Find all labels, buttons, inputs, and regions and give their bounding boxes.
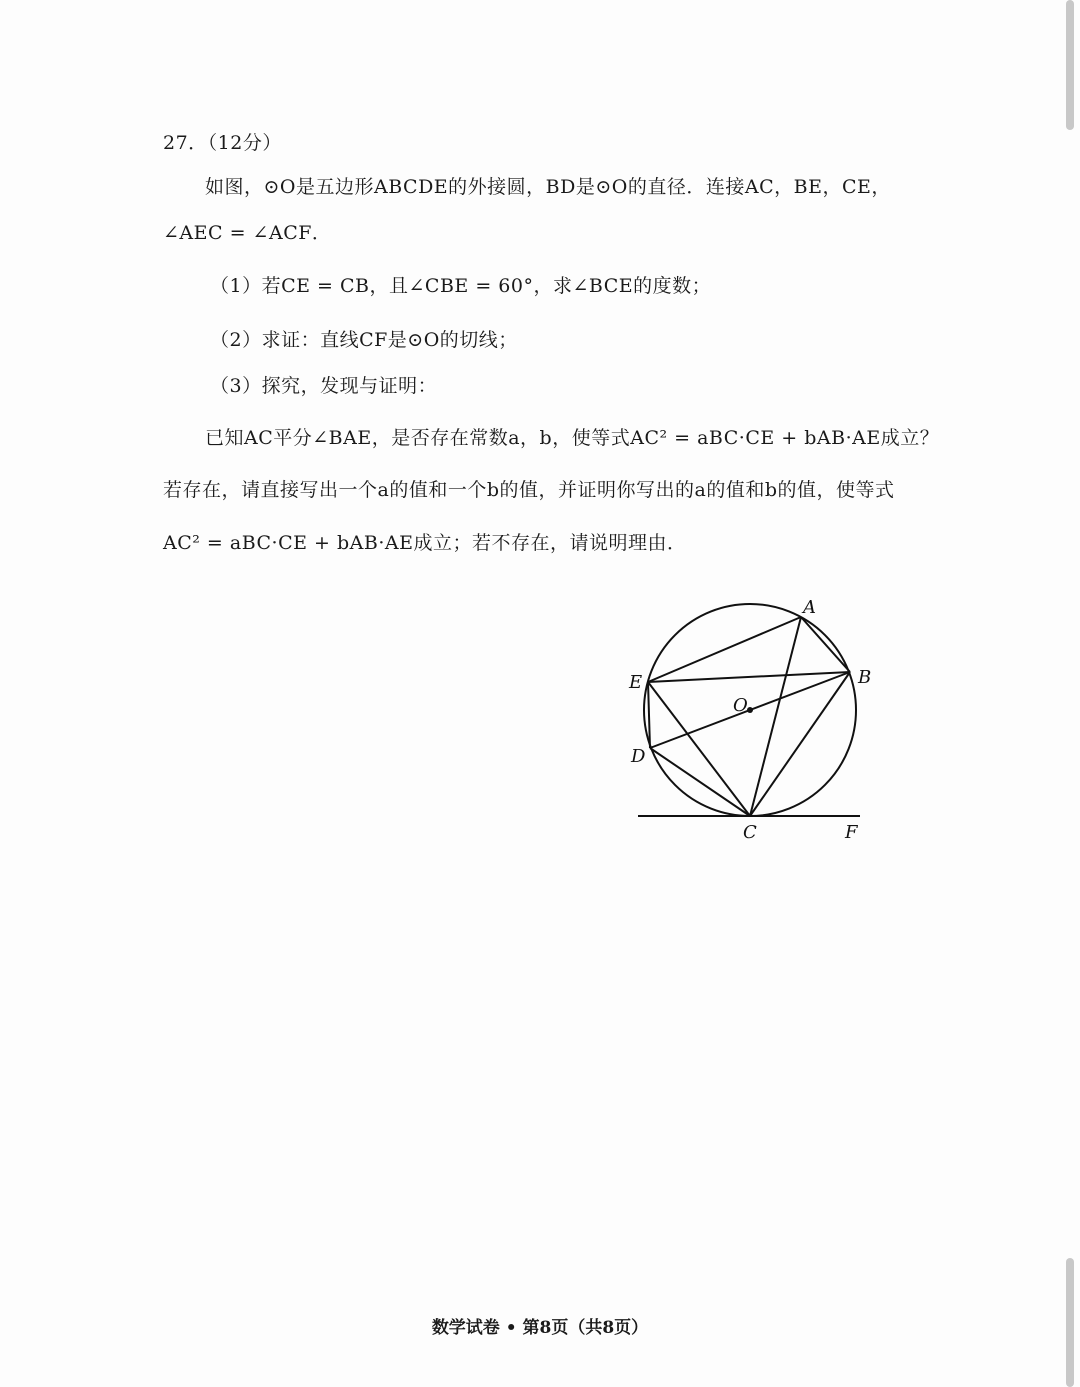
label-a: A bbox=[803, 597, 816, 618]
problem-part2: （2）求证：直线CF是⊙O的切线； bbox=[210, 329, 518, 351]
scrollbar-thumb-top[interactable] bbox=[1066, 0, 1074, 130]
segment-ea bbox=[648, 617, 801, 682]
problem-part1: （1）若CE = CB，且∠CBE = 60°，求∠BCE的度数； bbox=[210, 275, 712, 297]
problem-intro-line1: 如图，⊙O是五边形ABCDE的外接圆，BD是⊙O的直径．连接AC，BE，CE， bbox=[205, 176, 891, 198]
geometry-figure bbox=[600, 580, 880, 850]
segment-cd bbox=[650, 748, 750, 816]
problem-part3-line1: 已知AC平分∠BAE，是否存在常数a，b，使等式AC² = aBC·CE + bAB·AE成立？ bbox=[205, 427, 940, 449]
label-o: O bbox=[733, 695, 748, 716]
problem-header: 27．（12分） bbox=[163, 132, 282, 154]
page-footer: 数学试卷 • 第8页（共8页） bbox=[431, 1318, 649, 1338]
label-d: D bbox=[631, 746, 646, 767]
problem-part3: （3）探究，发现与证明： bbox=[210, 375, 438, 397]
label-e: E bbox=[629, 672, 643, 693]
label-c: C bbox=[743, 822, 757, 843]
label-f: F bbox=[845, 822, 858, 843]
segment-ac bbox=[750, 617, 801, 816]
segment-ab bbox=[801, 617, 850, 672]
problem-part3-line3: AC² = aBC·CE + bAB·AE成立；若不存在，请说明理由． bbox=[163, 532, 687, 554]
label-b: B bbox=[858, 667, 872, 688]
segment-bc bbox=[750, 672, 850, 816]
segment-be bbox=[648, 672, 850, 682]
problem-part3-line2: 若存在，请直接写出一个a的值和一个b的值，并证明你写出的a的值和b的值，使等式 bbox=[163, 479, 895, 501]
center-point bbox=[747, 707, 753, 713]
problem-intro-line2: ∠AEC = ∠ACF． bbox=[163, 222, 332, 244]
